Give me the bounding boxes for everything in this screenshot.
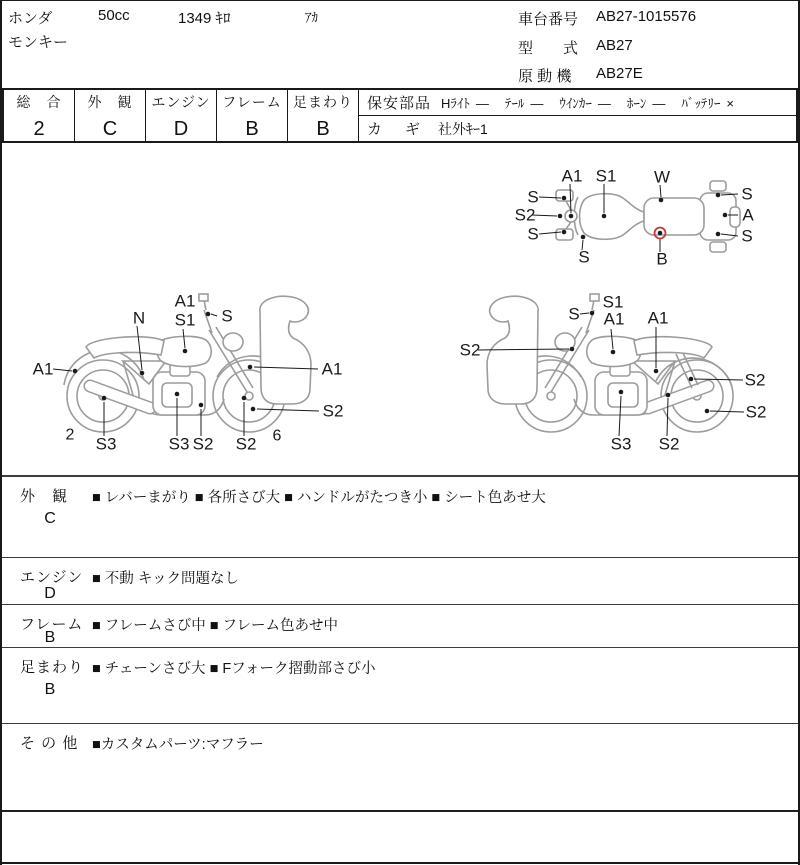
marker-label: S2 [192,434,214,454]
condition-label: フレーム [20,616,84,633]
grade-title: 足まわり [293,94,353,110]
marker-label: S2 [459,340,481,360]
model-code-value: AB27 [596,37,633,54]
safety-item-name: ﾃｰﾙ [504,96,525,111]
condition-notes: ■ チェーンさび大 ■ Fフォーク摺動部さび小 [92,661,376,677]
safety-item-name: Hﾗｲﾄ [441,96,470,111]
marker-label: S [578,247,590,267]
grade-cell-overall [4,90,75,141]
marker-label: A [742,205,754,225]
condition-notes: ■ レバーまがり ■ 各所さび大 ■ ハンドルがたつき小 ■ シート色あせ大 [92,490,546,506]
condition-grade: B [44,681,56,698]
mileage: 1349 ｷﾛ [178,10,231,27]
grade-value: D [173,118,189,140]
safety-parts-cell [359,90,796,141]
maker-name: ホンダ [8,10,53,27]
chassis-number-value: AB27-1015576 [596,8,697,25]
marker-label: S2 [744,370,766,390]
marker-label: S2 [658,434,680,454]
safety-item-tail [505,93,544,112]
marker-label: S [741,226,753,246]
marker-label: S2 [235,434,257,454]
marker-label: S3 [610,434,632,454]
condition-label: そ の 他 [20,735,79,752]
marker-label: S [568,304,580,324]
empty-footer-row [2,810,798,864]
safety-item-name: ｳｲﾝｶｰ [559,96,592,111]
grade-table [2,88,798,143]
motorcycle-sketch [0,143,800,476]
condition-row-engine [2,557,798,604]
model-name: モンキー [8,34,69,51]
grade-value: 2 [33,118,45,140]
condition-notes: ■ 不動 キック問題なし [92,571,240,587]
marker-label: S [741,184,753,204]
condition-notes: ■カスタムパーツ:マフラー [92,737,264,753]
marker-label: A1 [647,308,669,328]
wheel-count-label: 2 [65,426,75,444]
safety-parts-row [359,90,796,116]
marker-label: S2 [745,402,767,422]
marker-label: A1 [603,309,625,329]
marker-label: S3 [168,434,190,454]
grade-value: C [102,118,118,140]
engine-code-value: AB27E [596,65,643,82]
condition-row-undercarriage [2,647,798,723]
grade-value: B [316,118,330,140]
safety-item-name: ﾎｰﾝ [626,96,647,111]
marker-label: S1 [595,166,617,186]
condition-notes: ■ フレームさび中 ■ フレーム色あせ中 [92,618,338,634]
marker-label: S1 [602,292,624,312]
condition-row-exterior [2,476,798,557]
condition-label: 足まわり [20,659,85,676]
grade-value: B [245,118,259,140]
grade-title: フレーム [222,94,282,110]
safety-item-status: — [597,96,611,111]
safety-item-name: ﾊﾞｯﾃﾘｰ [681,96,721,111]
marker-label: S2 [514,205,536,225]
grade-cell-exterior [75,90,146,141]
grade-cell-undercarriage [288,90,359,141]
safety-item-winker [559,93,611,112]
condition-grade: B [44,629,56,646]
marker-label: S [221,306,233,326]
damage-diagram-area [2,143,798,476]
key-row [359,116,796,141]
grade-title: エンジン [151,94,211,110]
condition-grade: C [44,510,56,527]
grade-cell-frame [217,90,288,141]
marker-label: A1 [561,166,583,186]
safety-item-horn [627,93,666,112]
chassis-number-label: 車台番号 [518,11,579,28]
marker-label: S1 [174,310,196,330]
marker-label: W [653,167,671,187]
condition-label: エンジン [20,569,84,586]
marker-label: S3 [95,434,117,454]
key-value: 社外ｷｰ1 [438,120,488,137]
condition-row-frame [2,604,798,647]
safety-item-battery [681,93,734,112]
safety-parts-label: 保安部品 [367,95,432,112]
marker-label: S [527,187,539,207]
engine-code-label: 原 動 機 [518,68,572,85]
model-code-label: 型 式 [518,40,579,57]
marker-label: S2 [322,401,344,421]
condition-label: 外 観 [20,488,69,505]
body-color: ｱｶ [305,10,318,25]
condition-grade: D [44,585,56,602]
marker-label: A1 [174,291,196,311]
marker-label: A1 [32,359,54,379]
marker-label-red-circled: B [656,249,668,269]
safety-item-status: × [726,96,734,111]
marker-label: S [527,224,539,244]
key-label: カ ギ [367,121,425,138]
marker-label: A1 [321,359,343,379]
condition-row-other [2,723,798,810]
marker-label: N [132,308,146,328]
grade-title: 総 合 [16,94,62,110]
safety-item-status: — [475,96,489,111]
grade-cell-engine [146,90,217,141]
safety-item-status: — [652,96,666,111]
displacement: 50cc [98,7,130,24]
safety-item-headlight [441,93,489,112]
top-view-sketch [556,181,740,252]
safety-item-status: — [530,96,544,111]
wheel-count-label: 6 [272,427,282,445]
grade-title: 外 観 [87,94,133,110]
